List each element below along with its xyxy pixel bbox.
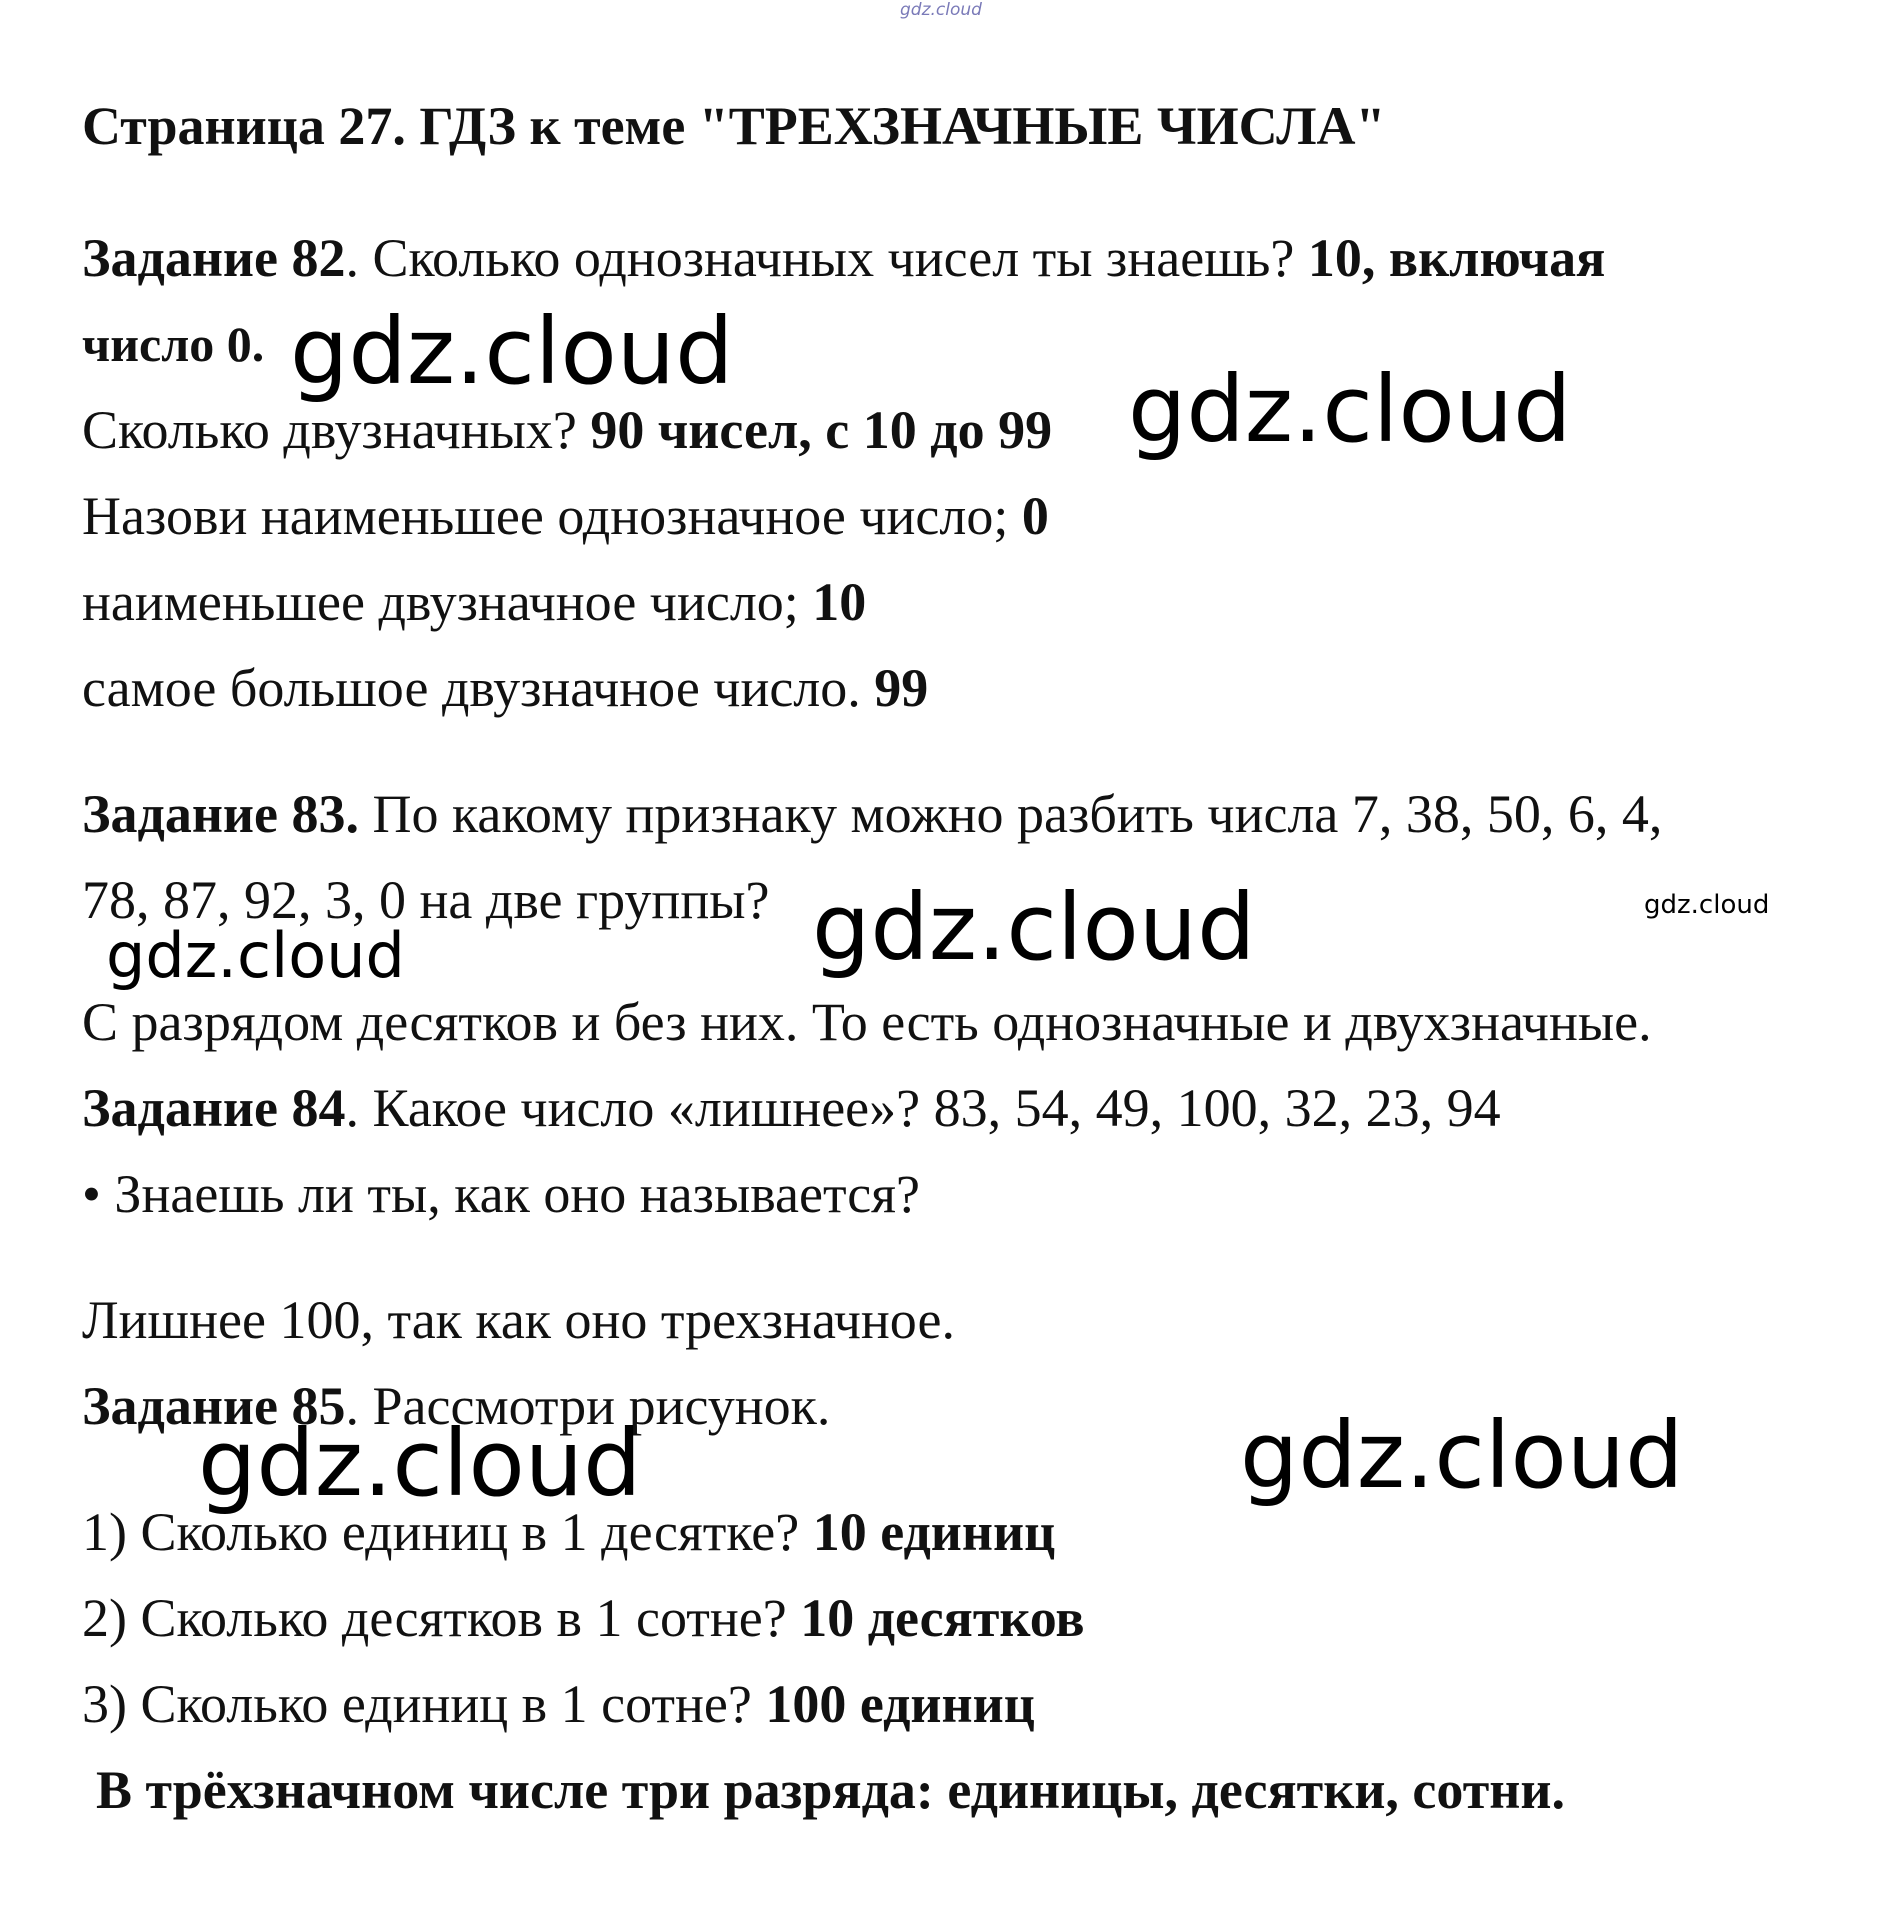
task-84-line-2: • Знаешь ли ты, как оно называется? xyxy=(82,1164,920,1224)
task-85-line-1: Задание 85. Рассмотри рисунок. xyxy=(82,1376,831,1436)
task-85-line-3: 2) Сколько десятков в 1 сотне? 10 десятков xyxy=(82,1588,1085,1648)
task-82-line-1: Задание 82. Сколько однозначных чисел ты знаешь? 10, включая xyxy=(82,228,1606,288)
watermark-6: gdz.cloud xyxy=(198,1410,642,1517)
task-82-line-4: Назови наименьшее однозначное число; 0 xyxy=(82,486,1049,546)
task-82-line-5: наименьшее двузначное число; 10 xyxy=(82,572,867,632)
task-82-line-6: самое большое двузначное число. 99 xyxy=(82,658,929,718)
task-83-line-2: 78, 87, 92, 3, 0 на две группы? xyxy=(82,870,770,930)
watermark-7: gdz.cloud xyxy=(1240,1402,1684,1509)
watermark-3: gdz.cloud xyxy=(812,874,1256,981)
task-85-conclusion: В трёхзначном числе три разряда: единицы, десятки, сотни. xyxy=(96,1760,1565,1820)
watermark-4: gdz.cloud xyxy=(106,919,405,992)
task-84-line-3: Лишнее 100, так как оно трехзначное. xyxy=(82,1290,955,1350)
task-85-line-2: 1) Сколько единиц в 1 десятке? 10 единиц xyxy=(82,1502,1056,1562)
watermark-2: gdz.cloud xyxy=(1128,356,1572,463)
task-83-line-3: С разрядом десятков и без них. То есть однозначные и двухзначные. xyxy=(82,992,1652,1052)
watermark-5: gdz.cloud xyxy=(1644,890,1770,920)
task-82-line-2: число 0. xyxy=(82,316,265,372)
page-title: Страница 27. ГДЗ к теме "ТРЕХЗНАЧНЫЕ ЧИСЛА" xyxy=(82,96,1386,156)
watermark-top: gdz.cloud xyxy=(900,0,982,20)
task-84-line-1: Задание 84. Какое число «лишнее»? 83, 54, 49, 100, 32, 23, 94 xyxy=(82,1078,1501,1138)
watermark-1: gdz.cloud xyxy=(290,298,734,405)
task-83-line-1: Задание 83. По какому признаку можно разбить числа 7, 38, 50, 6, 4, xyxy=(82,784,1663,844)
task-85-line-4: 3) Сколько единиц в 1 сотне? 100 единиц xyxy=(82,1674,1035,1734)
task-82-line-3: Сколько двузначных? 90 чисел, с 10 до 99 xyxy=(82,400,1053,460)
